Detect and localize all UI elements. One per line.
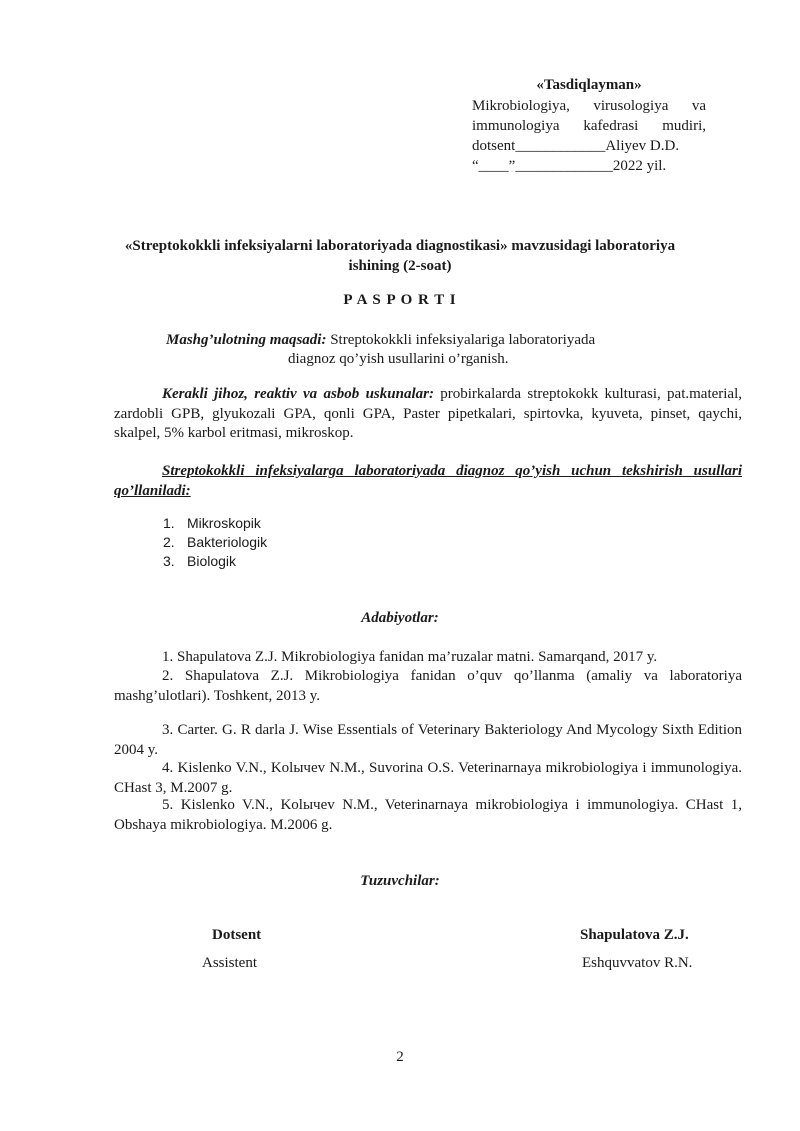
list-item: 3. Biologik — [163, 553, 237, 569]
equipment-text: probirkalarda streptokokk kulturasi, pat.material, zardobli GPB, glyukozali GPA, qonli GPA, Paster pipetkalari, spirtovka, kyuveta, pinset, qaychi, skalpel, 5% karbol eritmasi, mikroskop. — [114, 386, 743, 441]
equipment-label: Kerakli jihoz, reaktiv va asbob uskunalar: — [162, 386, 434, 402]
approval-line-4: “____”_____________2022 yil. — [472, 158, 667, 174]
equipment-paragraph — [114, 385, 742, 444]
approval-title: «Tasdiqlayman» — [536, 77, 642, 93]
list-item: 2. Bakteriologik — [163, 534, 268, 550]
literature-item: 2. Shapulatova Z.J. Mikrobiologiya fanidan o’quv qo’llanma (amaliy va laboratoriya mashg’ulotlari). Toshkent, 2013 y. — [114, 668, 742, 704]
passport-heading: P A S P O R T I — [343, 292, 457, 308]
literature-heading: Adabiyotlar: — [361, 610, 439, 626]
literature-item: 5. Kislenko V.N., Kolычev N.M., Veterinarnaya mikrobiologiya i immunologiya. CHast 1, Obshaya mikrobiologiya. M.2006 g. — [114, 797, 742, 833]
goal-text-2: diagnoz qo’yish usullarini o’rganish. — [288, 351, 509, 367]
list-item: 1. Mikroskopik — [163, 515, 261, 531]
page-number: 2 — [396, 1049, 404, 1065]
authors-heading: Tuzuvchilar: — [360, 873, 440, 889]
literature-item: 1. Shapulatova Z.J. Mikrobiologiya fanidan ma’ruzalar matni. Samarqand, 2017 y. — [162, 649, 658, 665]
author-1-name: Shapulatova Z.J. — [580, 927, 689, 943]
methods-paragraph — [114, 462, 742, 501]
methods-list — [163, 514, 267, 571]
goal-text-1: Streptokokkli infeksiyalariga laboratoriyada — [326, 332, 596, 348]
goal-label: Mashg’ulotning maqsadi: — [166, 332, 327, 348]
goal-line-1 — [166, 330, 595, 350]
approval-line-2: immunologiya kafedrasi mudiri, — [472, 118, 706, 134]
approval-block — [472, 74, 706, 176]
literature-item: 3. Carter. G. R darla J. Wise Essentials of Veterinary Bakteriology And Mycology Sixth Edition 2004 y. — [114, 722, 742, 758]
approval-line-3: dotsent____________Aliyev D.D. — [472, 138, 680, 154]
author-2-name: Eshquvvatov R.N. — [582, 955, 693, 971]
author-1-role: Dotsent — [212, 927, 262, 943]
document-title-line-2: ishining (2-soat) — [348, 258, 452, 274]
approval-line-1: Mikrobiologiya, virusologiya va — [472, 98, 706, 114]
document-title-line-1: «Streptokokkli infeksiyalarni laboratoriyada diagnostikasi» mavzusidagi laboratoriya — [124, 238, 676, 254]
author-2-role: Assistent — [202, 955, 258, 971]
methods-heading: Streptokokkli infeksiyalarga laboratoriyada diagnoz qo’yish uchun tekshirish usullari qo’llaniladi: — [114, 463, 742, 499]
literature-item: 4. Kislenko V.N., Kolычev N.M., Suvorina O.S. Veterinarnaya mikrobiologiya i immunologiya. CHast 3, M.2007 g. — [114, 760, 742, 796]
